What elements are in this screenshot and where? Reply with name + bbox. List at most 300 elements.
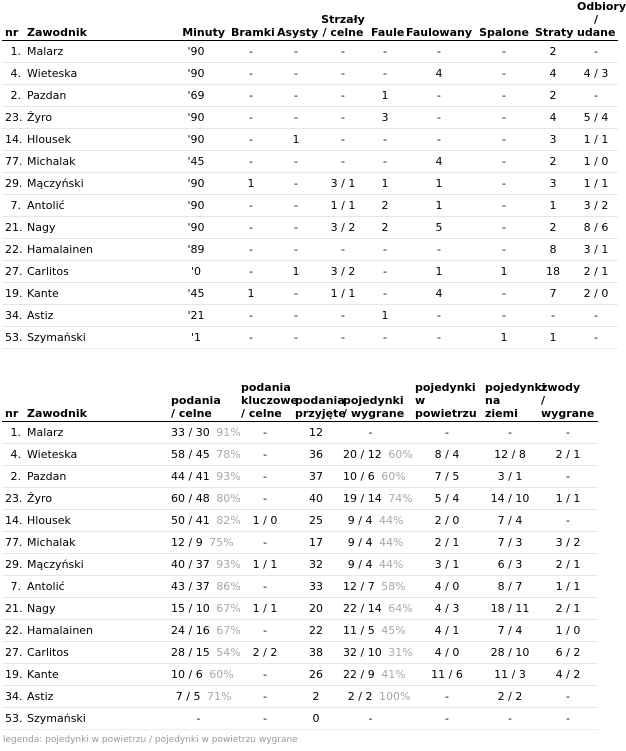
passes-percent: 93% xyxy=(216,558,241,571)
cell-losses: 2 xyxy=(532,85,574,107)
duels-percent: 31% xyxy=(388,646,413,659)
cell-nr: 2. xyxy=(2,466,24,488)
cell-tackles: 3 / 1 xyxy=(574,239,618,261)
cell-dribbles: - xyxy=(538,422,598,444)
cell-nr: 21. xyxy=(2,217,24,239)
cell-shots: - xyxy=(318,239,368,261)
col-key-line3: / celne xyxy=(241,407,282,420)
col-tackles xyxy=(574,0,626,41)
cell-shots: - xyxy=(318,85,368,107)
duels-value: - xyxy=(368,712,373,725)
cell-dribbles: - xyxy=(538,686,598,708)
cell-aerial: 2 / 1 xyxy=(412,532,482,554)
cell-dribbles: 2 / 1 xyxy=(538,444,598,466)
cell-passes xyxy=(168,554,241,576)
cell-minutes: '90 xyxy=(164,107,228,129)
cell-losses: 18 xyxy=(532,261,574,283)
cell-nr: 23. xyxy=(2,488,24,510)
cell-ground: 7 / 4 xyxy=(482,510,538,532)
cell-goals: - xyxy=(228,129,274,151)
cell-goals: - xyxy=(228,261,274,283)
passes-value: - xyxy=(196,712,201,725)
cell-key-passes: - xyxy=(238,466,292,488)
table-row xyxy=(2,620,598,642)
cell-duels xyxy=(340,642,412,664)
cell-player: Hlousek xyxy=(24,510,168,532)
col-aerial-line2: w powietrzu xyxy=(415,394,477,420)
cell-received: 2 xyxy=(292,686,340,708)
cell-offsides: - xyxy=(476,107,532,129)
cell-passes xyxy=(168,642,241,664)
cell-fouls: 2 xyxy=(368,195,402,217)
cell-fouls: - xyxy=(368,63,402,85)
cell-fouled: - xyxy=(402,327,476,349)
col-duels-line1: pojedynki xyxy=(343,394,404,407)
cell-offsides: - xyxy=(476,195,532,217)
cell-shots: - xyxy=(318,63,368,85)
cell-ground: 3 / 1 xyxy=(482,466,538,488)
cell-offsides: 1 xyxy=(476,327,532,349)
cell-fouled: 1 xyxy=(402,261,476,283)
duels-value: 32 / 10 xyxy=(343,646,382,659)
cell-shots: - xyxy=(318,327,368,349)
col-duels xyxy=(340,377,412,422)
cell-fouls: 3 xyxy=(368,107,402,129)
cell-assists: 1 xyxy=(274,261,318,283)
cell-duels xyxy=(340,532,412,554)
duels-value: 19 / 14 xyxy=(343,492,382,505)
cell-fouls: - xyxy=(368,239,402,261)
match-stats-table xyxy=(2,0,626,349)
table-row xyxy=(2,422,598,444)
cell-key-passes: 1 / 1 xyxy=(238,554,292,576)
cell-fouls: - xyxy=(368,129,402,151)
cell-dribbles: 1 / 0 xyxy=(538,620,598,642)
cell-nr: 4. xyxy=(2,63,24,85)
cell-assists: - xyxy=(274,283,318,305)
cell-tackles: - xyxy=(574,305,618,327)
cell-duels xyxy=(340,576,412,598)
cell-received: 26 xyxy=(292,664,340,686)
cell-assists: - xyxy=(274,217,318,239)
cell-player: Pazdan xyxy=(24,85,164,107)
cell-assists: - xyxy=(274,85,318,107)
cell-nr: 19. xyxy=(2,283,24,305)
table-row xyxy=(2,642,598,664)
cell-tackles: 2 / 0 xyxy=(574,283,618,305)
cell-assists: - xyxy=(274,327,318,349)
cell-tackles: 2 / 1 xyxy=(574,261,618,283)
passes-percent: 71% xyxy=(207,690,232,703)
col-fouled: Faulowany xyxy=(402,0,476,41)
col-assists: Asysty xyxy=(274,0,318,41)
cell-player: Szymański xyxy=(24,708,168,730)
cell-fouls: - xyxy=(368,41,402,63)
table-header-row xyxy=(2,377,598,422)
cell-ground: 2 / 2 xyxy=(482,686,538,708)
cell-ground: 28 / 10 xyxy=(482,642,538,664)
cell-player: Malarz xyxy=(24,41,164,63)
cell-dribbles: 3 / 2 xyxy=(538,532,598,554)
col-shots-line2: / celne xyxy=(322,26,364,39)
cell-goals: - xyxy=(228,41,274,63)
cell-aerial: 5 / 4 xyxy=(412,488,482,510)
cell-passes xyxy=(168,686,238,708)
cell-nr: 27. xyxy=(2,261,24,283)
cell-fouled: 1 xyxy=(402,173,476,195)
cell-received: 20 xyxy=(292,598,340,620)
cell-tackles: 8 / 6 xyxy=(574,217,618,239)
col-dribbles-line1: zwody xyxy=(541,381,581,394)
cell-ground: 11 / 3 xyxy=(482,664,538,686)
cell-tackles: 1 / 0 xyxy=(574,151,618,173)
table-row xyxy=(2,239,618,261)
cell-player: Żyro xyxy=(24,107,164,129)
cell-shots: 1 / 1 xyxy=(318,283,368,305)
cell-offsides: - xyxy=(476,173,532,195)
col-nr: nr xyxy=(2,377,24,422)
cell-tackles: 4 / 3 xyxy=(574,63,618,85)
cell-nr: 77. xyxy=(2,532,24,554)
duels-value: 9 / 4 xyxy=(347,514,373,527)
table-row xyxy=(2,664,598,686)
col-tackles-line2: / udane xyxy=(577,13,616,39)
cell-player: Nagy xyxy=(24,217,164,239)
cell-ground: - xyxy=(482,708,538,730)
cell-fouled: 4 xyxy=(402,151,476,173)
col-received xyxy=(292,377,346,422)
cell-goals: - xyxy=(228,327,274,349)
table-row xyxy=(2,598,598,620)
cell-dribbles: 2 / 1 xyxy=(538,598,598,620)
cell-minutes: '90 xyxy=(164,217,228,239)
cell-minutes: '45 xyxy=(164,283,228,305)
cell-passes xyxy=(168,598,241,620)
cell-key-passes: - xyxy=(238,576,292,598)
cell-shots: - xyxy=(318,305,368,327)
cell-received: 37 xyxy=(292,466,340,488)
cell-assists: - xyxy=(274,195,318,217)
cell-nr: 1. xyxy=(2,422,24,444)
cell-key-passes: 1 / 0 xyxy=(238,510,292,532)
cell-key-passes: 2 / 2 xyxy=(238,642,292,664)
col-dribbles-line2: / wygrane xyxy=(541,394,595,420)
cell-goals: 1 xyxy=(228,283,274,305)
cell-goals: - xyxy=(228,63,274,85)
cell-tackles: 1 / 1 xyxy=(574,173,618,195)
cell-minutes: '1 xyxy=(164,327,228,349)
cell-dribbles: - xyxy=(538,466,598,488)
cell-nr: 29. xyxy=(2,173,24,195)
cell-player: Astiz xyxy=(24,305,164,327)
cell-dribbles: - xyxy=(538,708,598,730)
cell-player: Mączyński xyxy=(24,554,168,576)
cell-aerial: 2 / 0 xyxy=(412,510,482,532)
cell-duels xyxy=(340,510,412,532)
cell-fouls: 1 xyxy=(368,305,402,327)
cell-fouls: - xyxy=(368,261,402,283)
duels-percent: 44% xyxy=(379,558,404,571)
col-received-line2: przyjęte xyxy=(295,407,346,420)
cell-key-passes: - xyxy=(238,444,292,466)
cell-player: Carlitos xyxy=(24,261,164,283)
cell-goals: - xyxy=(228,305,274,327)
duels-value: 11 / 5 xyxy=(343,624,375,637)
col-aerial-line1: pojedynki xyxy=(415,381,476,394)
cell-player: Szymański xyxy=(24,327,164,349)
cell-offsides: - xyxy=(476,85,532,107)
cell-duels xyxy=(340,488,412,510)
cell-passes xyxy=(168,708,238,730)
cell-fouled: - xyxy=(402,129,476,151)
table-row xyxy=(2,129,618,151)
cell-player: Carlitos xyxy=(24,642,168,664)
cell-minutes: '90 xyxy=(164,63,228,85)
cell-player: Hamalainen xyxy=(24,239,164,261)
cell-offsides: - xyxy=(476,129,532,151)
cell-player: Malarz xyxy=(24,422,168,444)
cell-losses: 3 xyxy=(532,173,574,195)
table-row xyxy=(2,554,598,576)
passes-value: 40 / 37 xyxy=(171,558,210,571)
duels-value: - xyxy=(368,426,373,439)
cell-assists: - xyxy=(274,173,318,195)
col-goals: Bramki xyxy=(228,0,274,41)
col-shots xyxy=(318,0,368,41)
cell-passes xyxy=(168,664,238,686)
duels-value: 12 / 7 xyxy=(343,580,375,593)
cell-assists: - xyxy=(274,305,318,327)
cell-passes xyxy=(168,620,241,642)
cell-goals: 1 xyxy=(228,173,274,195)
cell-received: 38 xyxy=(292,642,340,664)
cell-fouled: 4 xyxy=(402,283,476,305)
cell-player: Antolić xyxy=(24,195,164,217)
cell-dribbles: 1 / 1 xyxy=(538,488,598,510)
table-row xyxy=(2,686,598,708)
passes-percent: 78% xyxy=(216,448,241,461)
cell-ground: 18 / 11 xyxy=(482,598,538,620)
cell-losses: 1 xyxy=(532,195,574,217)
col-aerial xyxy=(412,377,482,422)
cell-minutes: '90 xyxy=(164,195,228,217)
cell-received: 17 xyxy=(292,532,340,554)
passes-percent: 86% xyxy=(216,580,241,593)
cell-fouled: - xyxy=(402,85,476,107)
table-row xyxy=(2,283,618,305)
cell-fouled: 1 xyxy=(402,195,476,217)
cell-assists: - xyxy=(274,239,318,261)
cell-player: Antolić xyxy=(24,576,168,598)
duels-percent: 45% xyxy=(381,624,406,637)
cell-shots: 3 / 2 xyxy=(318,217,368,239)
cell-minutes: '0 xyxy=(164,261,228,283)
col-dribbles xyxy=(538,377,598,422)
cell-fouls: - xyxy=(368,327,402,349)
duels-percent: 41% xyxy=(381,668,406,681)
cell-passes xyxy=(168,532,238,554)
cell-nr: 2. xyxy=(2,85,24,107)
cell-key-passes: 1 / 1 xyxy=(238,598,292,620)
cell-losses: 3 xyxy=(532,129,574,151)
cell-losses: 2 xyxy=(532,151,574,173)
duels-percent: 64% xyxy=(388,602,413,615)
cell-key-passes: - xyxy=(238,532,292,554)
passes-value: 7 / 5 xyxy=(175,690,201,703)
table-row xyxy=(2,708,598,730)
cell-fouls: 2 xyxy=(368,217,402,239)
cell-player: Astiz xyxy=(24,686,168,708)
cell-received: 22 xyxy=(292,620,340,642)
cell-aerial: 4 / 3 xyxy=(412,598,482,620)
col-passes-line1: podania xyxy=(171,394,221,407)
cell-key-passes: - xyxy=(238,708,292,730)
col-key-passes xyxy=(238,377,299,422)
duels-percent: 60% xyxy=(381,470,406,483)
passes-value: 50 / 41 xyxy=(171,514,210,527)
passes-value: 12 / 9 xyxy=(171,536,203,549)
cell-losses: 4 xyxy=(532,63,574,85)
cell-passes xyxy=(168,510,241,532)
cell-player: Mączyński xyxy=(24,173,164,195)
col-ground xyxy=(482,377,546,422)
cell-shots: 3 / 2 xyxy=(318,261,368,283)
cell-offsides: - xyxy=(476,305,532,327)
col-received-line1: podania xyxy=(295,394,345,407)
cell-player: Hlousek xyxy=(24,129,164,151)
cell-shots: 3 / 1 xyxy=(318,173,368,195)
cell-aerial: 8 / 4 xyxy=(412,444,482,466)
duels-value: 10 / 6 xyxy=(343,470,375,483)
cell-player: Hamalainen xyxy=(24,620,168,642)
cell-offsides: - xyxy=(476,41,532,63)
passes-percent: 80% xyxy=(216,492,241,505)
cell-nr: 23. xyxy=(2,107,24,129)
cell-shots: - xyxy=(318,151,368,173)
cell-received: 0 xyxy=(292,708,340,730)
cell-offsides: - xyxy=(476,239,532,261)
cell-fouls: 1 xyxy=(368,85,402,107)
passes-value: 28 / 15 xyxy=(171,646,210,659)
cell-fouled: 4 xyxy=(402,63,476,85)
cell-goals: - xyxy=(228,239,274,261)
cell-ground: 14 / 10 xyxy=(482,488,538,510)
cell-fouled: - xyxy=(402,41,476,63)
cell-offsides: 1 xyxy=(476,261,532,283)
cell-tackles: 3 / 2 xyxy=(574,195,618,217)
cell-assists: 1 xyxy=(274,129,318,151)
cell-nr: 27. xyxy=(2,642,24,664)
cell-passes xyxy=(168,444,241,466)
col-losses: Straty xyxy=(532,0,574,41)
cell-key-passes: - xyxy=(238,620,292,642)
table-row xyxy=(2,107,618,129)
passes-value: 10 / 6 xyxy=(171,668,203,681)
col-player: Zawodnik xyxy=(24,0,164,41)
passes-percent: 54% xyxy=(216,646,241,659)
cell-losses: 1 xyxy=(532,327,574,349)
cell-player: Michalak xyxy=(24,532,168,554)
cell-dribbles: - xyxy=(538,510,598,532)
table-header-row xyxy=(2,0,618,41)
cell-losses: 2 xyxy=(532,217,574,239)
col-player: Zawodnik xyxy=(24,377,168,422)
cell-player: Kante xyxy=(24,664,168,686)
cell-losses: 4 xyxy=(532,107,574,129)
cell-fouled: 5 xyxy=(402,217,476,239)
cell-fouls: - xyxy=(368,151,402,173)
cell-aerial: 4 / 0 xyxy=(412,576,482,598)
cell-fouled: - xyxy=(402,239,476,261)
cell-minutes: '90 xyxy=(164,173,228,195)
cell-aerial: 3 / 1 xyxy=(412,554,482,576)
cell-minutes: '21 xyxy=(164,305,228,327)
duels-value: 22 / 14 xyxy=(343,602,382,615)
table-row xyxy=(2,327,618,349)
cell-player: Wieteska xyxy=(24,63,164,85)
cell-minutes: '45 xyxy=(164,151,228,173)
cell-nr: 53. xyxy=(2,327,24,349)
cell-goals: - xyxy=(228,151,274,173)
col-ground-line1: pojedynki xyxy=(485,381,546,394)
duels-percent: 58% xyxy=(381,580,406,593)
cell-passes xyxy=(168,576,241,598)
cell-player: Pazdan xyxy=(24,466,168,488)
cell-player: Wieteska xyxy=(24,444,168,466)
passes-percent: 91% xyxy=(216,426,241,439)
col-shots-line1: Strzały xyxy=(321,13,365,26)
cell-ground: 12 / 8 xyxy=(482,444,538,466)
cell-player: Nagy xyxy=(24,598,168,620)
table-row xyxy=(2,532,598,554)
cell-aerial: 4 / 0 xyxy=(412,642,482,664)
cell-received: 36 xyxy=(292,444,340,466)
table-row xyxy=(2,63,618,85)
passing-duels-table xyxy=(2,377,598,730)
col-fouls: Faule xyxy=(368,0,402,41)
cell-goals: - xyxy=(228,85,274,107)
col-nr: nr xyxy=(2,0,24,41)
duels-percent: 44% xyxy=(379,536,404,549)
col-offsides: Spalone xyxy=(476,0,532,41)
cell-passes xyxy=(168,466,241,488)
cell-losses: - xyxy=(532,305,574,327)
duels-value: 2 / 2 xyxy=(347,690,373,703)
cell-goals: - xyxy=(228,195,274,217)
duels-percent: 100% xyxy=(379,690,411,703)
cell-ground: - xyxy=(482,422,538,444)
cell-losses: 2 xyxy=(532,41,574,63)
cell-key-passes: - xyxy=(238,422,292,444)
cell-received: 40 xyxy=(292,488,340,510)
cell-aerial: 7 / 5 xyxy=(412,466,482,488)
cell-dribbles: 1 / 1 xyxy=(538,576,598,598)
cell-goals: - xyxy=(228,217,274,239)
duels-value: 9 / 4 xyxy=(347,558,373,571)
duels-percent: 44% xyxy=(379,514,404,527)
cell-tackles: 1 / 1 xyxy=(574,129,618,151)
cell-player: Żyro xyxy=(24,488,168,510)
cell-tackles: - xyxy=(574,85,618,107)
cell-duels xyxy=(340,686,412,708)
cell-nr: 7. xyxy=(2,195,24,217)
cell-duels xyxy=(340,598,412,620)
cell-key-passes: - xyxy=(238,488,292,510)
cell-goals: - xyxy=(228,107,274,129)
passes-value: 33 / 30 xyxy=(171,426,210,439)
cell-player: Kante xyxy=(24,283,164,305)
cell-duels xyxy=(340,422,412,444)
